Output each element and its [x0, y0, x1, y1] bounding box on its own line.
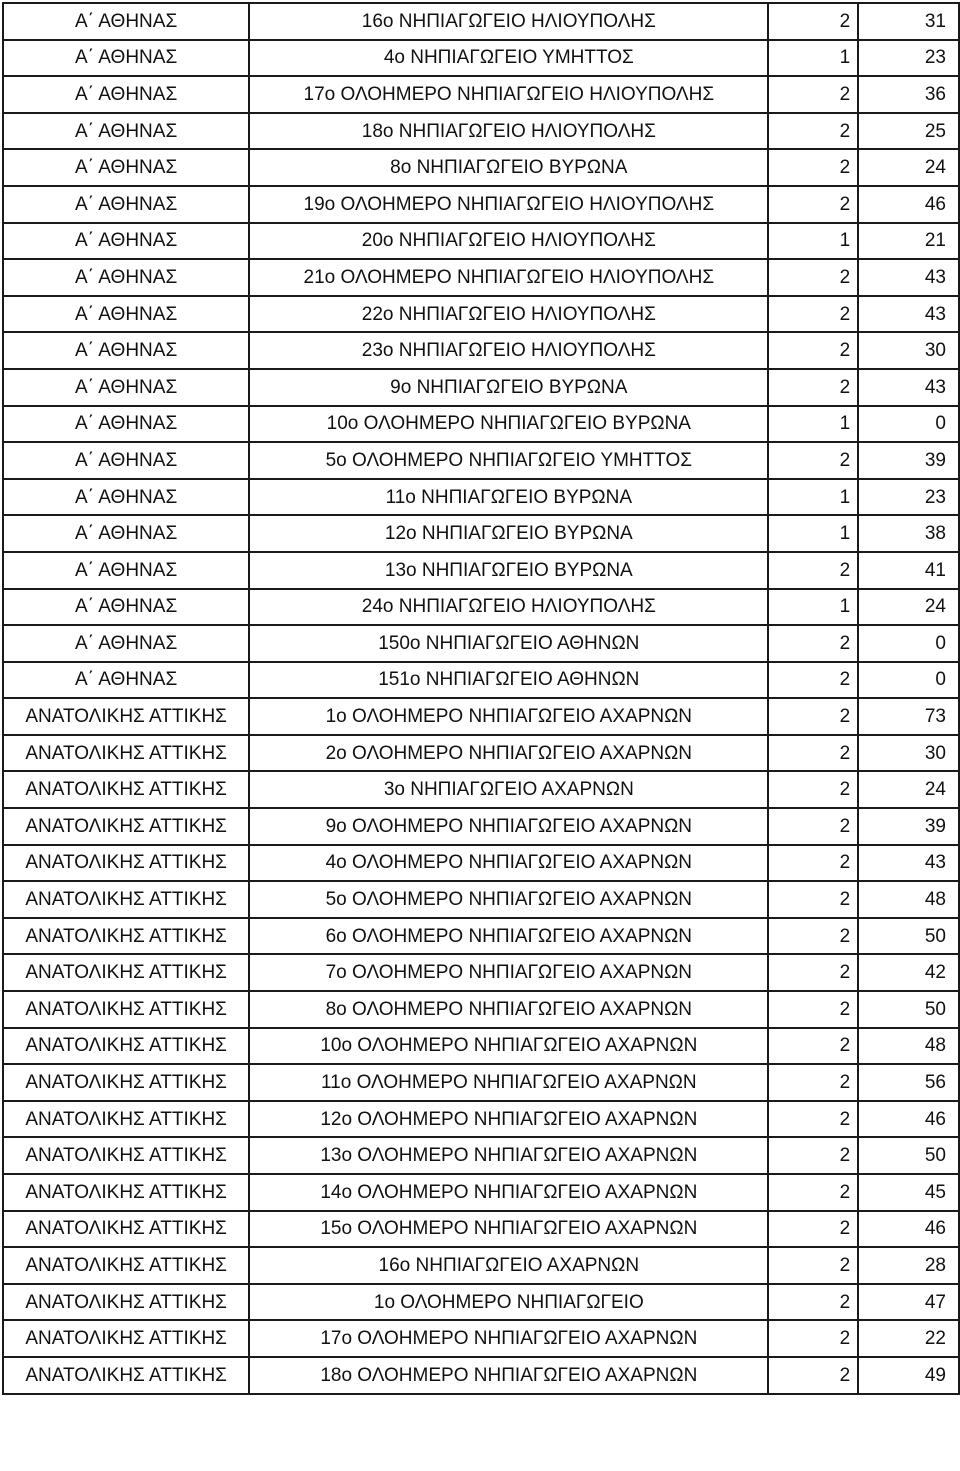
school-name-cell: 4ο ΝΗΠΙΑΓΩΓΕΙΟ ΥΜΗΤΤΟΣ — [249, 40, 768, 77]
region-cell: Α΄ ΑΘΗΝΑΣ — [3, 149, 249, 186]
classes-count-cell: 2 — [768, 1247, 858, 1284]
classes-count-cell: 2 — [768, 1357, 858, 1394]
pupils-count-cell: 46 — [858, 1211, 959, 1248]
region-cell: ΑΝΑΤΟΛΙΚΗΣ ΑΤΤΙΚΗΣ — [3, 1137, 249, 1174]
school-name-cell: 15ο ΟΛΟΗΜΕΡΟ ΝΗΠΙΑΓΩΓΕΙΟ ΑΧΑΡΝΩΝ — [249, 1211, 768, 1248]
table-row — [3, 662, 959, 699]
table-row — [3, 1064, 959, 1101]
school-name-cell: 17ο ΟΛΟΗΜΕΡΟ ΝΗΠΙΑΓΩΓΕΙΟ ΑΧΑΡΝΩΝ — [249, 1320, 768, 1357]
region-cell: Α΄ ΑΘΗΝΑΣ — [3, 186, 249, 223]
pupils-count-cell: 0 — [858, 662, 959, 699]
pupils-count-cell: 39 — [858, 442, 959, 479]
table-row — [3, 76, 959, 113]
pupils-count-cell: 73 — [858, 698, 959, 735]
table-row — [3, 186, 959, 223]
classes-count-cell: 2 — [768, 442, 858, 479]
pupils-count-cell: 23 — [858, 479, 959, 516]
classes-count-cell: 2 — [768, 149, 858, 186]
region-cell: Α΄ ΑΘΗΝΑΣ — [3, 625, 249, 662]
school-name-cell: 22ο ΝΗΠΙΑΓΩΓΕΙΟ ΗΛΙΟΥΠΟΛΗΣ — [249, 296, 768, 333]
region-cell: Α΄ ΑΘΗΝΑΣ — [3, 40, 249, 77]
table-row — [3, 589, 959, 626]
school-name-cell: 18ο ΟΛΟΗΜΕΡΟ ΝΗΠΙΑΓΩΓΕΙΟ ΑΧΑΡΝΩΝ — [249, 1357, 768, 1394]
table-row — [3, 881, 959, 918]
classes-count-cell: 2 — [768, 369, 858, 406]
classes-count-cell: 2 — [768, 1137, 858, 1174]
school-name-cell: 12ο ΟΛΟΗΜΕΡΟ ΝΗΠΙΑΓΩΓΕΙΟ ΑΧΑΡΝΩΝ — [249, 1101, 768, 1138]
pupils-count-cell: 48 — [858, 1028, 959, 1065]
table-row — [3, 552, 959, 589]
school-name-cell: 11ο ΟΛΟΗΜΕΡΟ ΝΗΠΙΑΓΩΓΕΙΟ ΑΧΑΡΝΩΝ — [249, 1064, 768, 1101]
school-name-cell: 3ο ΝΗΠΙΑΓΩΓΕΙΟ ΑΧΑΡΝΩΝ — [249, 771, 768, 808]
classes-count-cell: 2 — [768, 771, 858, 808]
pupils-count-cell: 28 — [858, 1247, 959, 1284]
region-cell: Α΄ ΑΘΗΝΑΣ — [3, 406, 249, 443]
school-name-cell: 10ο ΟΛΟΗΜΕΡΟ ΝΗΠΙΑΓΩΓΕΙΟ ΒΥΡΩΝΑ — [249, 406, 768, 443]
pupils-count-cell: 45 — [858, 1174, 959, 1211]
classes-count-cell: 2 — [768, 1284, 858, 1321]
classes-count-cell: 1 — [768, 589, 858, 626]
table-row — [3, 698, 959, 735]
region-cell: Α΄ ΑΘΗΝΑΣ — [3, 223, 249, 260]
region-cell: Α΄ ΑΘΗΝΑΣ — [3, 296, 249, 333]
school-name-cell: 150ο ΝΗΠΙΑΓΩΓΕΙΟ ΑΘΗΝΩΝ — [249, 625, 768, 662]
school-name-cell: 7ο ΟΛΟΗΜΕΡΟ ΝΗΠΙΑΓΩΓΕΙΟ ΑΧΑΡΝΩΝ — [249, 954, 768, 991]
pupils-count-cell: 46 — [858, 1101, 959, 1138]
classes-count-cell: 2 — [768, 808, 858, 845]
region-cell: Α΄ ΑΘΗΝΑΣ — [3, 369, 249, 406]
table-row — [3, 515, 959, 552]
region-cell: ΑΝΑΤΟΛΙΚΗΣ ΑΤΤΙΚΗΣ — [3, 1028, 249, 1065]
classes-count-cell: 2 — [768, 296, 858, 333]
classes-count-cell: 1 — [768, 40, 858, 77]
school-name-cell: 5ο ΟΛΟΗΜΕΡΟ ΝΗΠΙΑΓΩΓΕΙΟ ΑΧΑΡΝΩΝ — [249, 881, 768, 918]
school-name-cell: 16ο ΝΗΠΙΑΓΩΓΕΙΟ ΑΧΑΡΝΩΝ — [249, 1247, 768, 1284]
region-cell: Α΄ ΑΘΗΝΑΣ — [3, 589, 249, 626]
school-name-cell: 8ο ΟΛΟΗΜΕΡΟ ΝΗΠΙΑΓΩΓΕΙΟ ΑΧΑΡΝΩΝ — [249, 991, 768, 1028]
table-row — [3, 149, 959, 186]
table-row — [3, 1320, 959, 1357]
region-cell: ΑΝΑΤΟΛΙΚΗΣ ΑΤΤΙΚΗΣ — [3, 1247, 249, 1284]
table-row — [3, 1357, 959, 1394]
school-name-cell: 16ο ΝΗΠΙΑΓΩΓΕΙΟ ΗΛΙΟΥΠΟΛΗΣ — [249, 3, 768, 40]
pupils-count-cell: 50 — [858, 1137, 959, 1174]
region-cell: ΑΝΑΤΟΛΙΚΗΣ ΑΤΤΙΚΗΣ — [3, 698, 249, 735]
table-row — [3, 3, 959, 40]
table-row — [3, 1174, 959, 1211]
pupils-count-cell: 50 — [858, 991, 959, 1028]
school-name-cell: 24ο ΝΗΠΙΑΓΩΓΕΙΟ ΗΛΙΟΥΠΟΛΗΣ — [249, 589, 768, 626]
pupils-count-cell: 49 — [858, 1357, 959, 1394]
region-cell: ΑΝΑΤΟΛΙΚΗΣ ΑΤΤΙΚΗΣ — [3, 1357, 249, 1394]
school-name-cell: 6ο ΟΛΟΗΜΕΡΟ ΝΗΠΙΑΓΩΓΕΙΟ ΑΧΑΡΝΩΝ — [249, 918, 768, 955]
table-row — [3, 625, 959, 662]
pupils-count-cell: 56 — [858, 1064, 959, 1101]
classes-count-cell: 2 — [768, 1174, 858, 1211]
table-row — [3, 1247, 959, 1284]
region-cell: Α΄ ΑΘΗΝΑΣ — [3, 662, 249, 699]
school-name-cell: 1ο ΟΛΟΗΜΕΡΟ ΝΗΠΙΑΓΩΓΕΙΟ ΑΧΑΡΝΩΝ — [249, 698, 768, 735]
table-row — [3, 369, 959, 406]
school-name-cell: 2ο ΟΛΟΗΜΕΡΟ ΝΗΠΙΑΓΩΓΕΙΟ ΑΧΑΡΝΩΝ — [249, 735, 768, 772]
region-cell: ΑΝΑΤΟΛΙΚΗΣ ΑΤΤΙΚΗΣ — [3, 954, 249, 991]
table-row — [3, 40, 959, 77]
pupils-count-cell: 22 — [858, 1320, 959, 1357]
school-name-cell: 21ο ΟΛΟΗΜΕΡΟ ΝΗΠΙΑΓΩΓΕΙΟ ΗΛΙΟΥΠΟΛΗΣ — [249, 259, 768, 296]
table-row — [3, 771, 959, 808]
school-name-cell: 12ο ΝΗΠΙΑΓΩΓΕΙΟ ΒΥΡΩΝΑ — [249, 515, 768, 552]
classes-count-cell: 2 — [768, 698, 858, 735]
pupils-count-cell: 0 — [858, 406, 959, 443]
pupils-count-cell: 24 — [858, 149, 959, 186]
pupils-count-cell: 38 — [858, 515, 959, 552]
classes-count-cell: 2 — [768, 881, 858, 918]
table-row — [3, 1101, 959, 1138]
classes-count-cell: 2 — [768, 845, 858, 882]
school-name-cell: 17ο ΟΛΟΗΜΕΡΟ ΝΗΠΙΑΓΩΓΕΙΟ ΗΛΙΟΥΠΟΛΗΣ — [249, 76, 768, 113]
pupils-count-cell: 25 — [858, 113, 959, 150]
region-cell: Α΄ ΑΘΗΝΑΣ — [3, 515, 249, 552]
region-cell: ΑΝΑΤΟΛΙΚΗΣ ΑΤΤΙΚΗΣ — [3, 845, 249, 882]
pupils-count-cell: 41 — [858, 552, 959, 589]
classes-count-cell: 2 — [768, 3, 858, 40]
table-row — [3, 296, 959, 333]
pupils-count-cell: 21 — [858, 223, 959, 260]
pupils-count-cell: 46 — [858, 186, 959, 223]
pupils-count-cell: 30 — [858, 735, 959, 772]
classes-count-cell: 2 — [768, 991, 858, 1028]
classes-count-cell: 2 — [768, 735, 858, 772]
pupils-count-cell: 43 — [858, 845, 959, 882]
schools-table — [2, 2, 960, 1395]
pupils-count-cell: 43 — [858, 259, 959, 296]
pupils-count-cell: 0 — [858, 625, 959, 662]
table-row — [3, 479, 959, 516]
school-name-cell: 11ο ΝΗΠΙΑΓΩΓΕΙΟ ΒΥΡΩΝΑ — [249, 479, 768, 516]
region-cell: Α΄ ΑΘΗΝΑΣ — [3, 332, 249, 369]
classes-count-cell: 1 — [768, 406, 858, 443]
classes-count-cell: 2 — [768, 186, 858, 223]
school-name-cell: 9ο ΟΛΟΗΜΕΡΟ ΝΗΠΙΑΓΩΓΕΙΟ ΑΧΑΡΝΩΝ — [249, 808, 768, 845]
region-cell: ΑΝΑΤΟΛΙΚΗΣ ΑΤΤΙΚΗΣ — [3, 1064, 249, 1101]
classes-count-cell: 2 — [768, 332, 858, 369]
region-cell: Α΄ ΑΘΗΝΑΣ — [3, 442, 249, 479]
table-row — [3, 259, 959, 296]
table-row — [3, 332, 959, 369]
table-row — [3, 808, 959, 845]
school-name-cell: 14ο ΟΛΟΗΜΕΡΟ ΝΗΠΙΑΓΩΓΕΙΟ ΑΧΑΡΝΩΝ — [249, 1174, 768, 1211]
classes-count-cell: 2 — [768, 1064, 858, 1101]
classes-count-cell: 2 — [768, 1101, 858, 1138]
table-row — [3, 223, 959, 260]
pupils-count-cell: 39 — [858, 808, 959, 845]
region-cell: ΑΝΑΤΟΛΙΚΗΣ ΑΤΤΙΚΗΣ — [3, 991, 249, 1028]
table-row — [3, 918, 959, 955]
table-row — [3, 1028, 959, 1065]
table-row — [3, 1137, 959, 1174]
school-name-cell: 5ο ΟΛΟΗΜΕΡΟ ΝΗΠΙΑΓΩΓΕΙΟ ΥΜΗΤΤΟΣ — [249, 442, 768, 479]
school-name-cell: 10ο ΟΛΟΗΜΕΡΟ ΝΗΠΙΑΓΩΓΕΙΟ ΑΧΑΡΝΩΝ — [249, 1028, 768, 1065]
table-row — [3, 735, 959, 772]
region-cell: ΑΝΑΤΟΛΙΚΗΣ ΑΤΤΙΚΗΣ — [3, 735, 249, 772]
classes-count-cell: 1 — [768, 479, 858, 516]
region-cell: ΑΝΑΤΟΛΙΚΗΣ ΑΤΤΙΚΗΣ — [3, 1174, 249, 1211]
pupils-count-cell: 50 — [858, 918, 959, 955]
schools-table-body — [3, 3, 959, 1394]
region-cell: Α΄ ΑΘΗΝΑΣ — [3, 259, 249, 296]
pupils-count-cell: 43 — [858, 369, 959, 406]
school-name-cell: 20ο ΝΗΠΙΑΓΩΓΕΙΟ ΗΛΙΟΥΠΟΛΗΣ — [249, 223, 768, 260]
pupils-count-cell: 24 — [858, 771, 959, 808]
classes-count-cell: 2 — [768, 918, 858, 955]
school-name-cell: 23ο ΝΗΠΙΑΓΩΓΕΙΟ ΗΛΙΟΥΠΟΛΗΣ — [249, 332, 768, 369]
region-cell: ΑΝΑΤΟΛΙΚΗΣ ΑΤΤΙΚΗΣ — [3, 1211, 249, 1248]
pupils-count-cell: 30 — [858, 332, 959, 369]
table-row — [3, 1211, 959, 1248]
table-row — [3, 954, 959, 991]
region-cell: Α΄ ΑΘΗΝΑΣ — [3, 3, 249, 40]
school-name-cell: 18ο ΝΗΠΙΑΓΩΓΕΙΟ ΗΛΙΟΥΠΟΛΗΣ — [249, 113, 768, 150]
table-row — [3, 991, 959, 1028]
school-name-cell: 8ο ΝΗΠΙΑΓΩΓΕΙΟ ΒΥΡΩΝΑ — [249, 149, 768, 186]
school-name-cell: 4ο ΟΛΟΗΜΕΡΟ ΝΗΠΙΑΓΩΓΕΙΟ ΑΧΑΡΝΩΝ — [249, 845, 768, 882]
region-cell: ΑΝΑΤΟΛΙΚΗΣ ΑΤΤΙΚΗΣ — [3, 771, 249, 808]
pupils-count-cell: 31 — [858, 3, 959, 40]
classes-count-cell: 1 — [768, 223, 858, 260]
pupils-count-cell: 23 — [858, 40, 959, 77]
region-cell: ΑΝΑΤΟΛΙΚΗΣ ΑΤΤΙΚΗΣ — [3, 1101, 249, 1138]
classes-count-cell: 2 — [768, 625, 858, 662]
table-row — [3, 1284, 959, 1321]
table-row — [3, 406, 959, 443]
school-name-cell: 9ο ΝΗΠΙΑΓΩΓΕΙΟ ΒΥΡΩΝΑ — [249, 369, 768, 406]
region-cell: ΑΝΑΤΟΛΙΚΗΣ ΑΤΤΙΚΗΣ — [3, 1320, 249, 1357]
classes-count-cell: 2 — [768, 76, 858, 113]
region-cell: Α΄ ΑΘΗΝΑΣ — [3, 552, 249, 589]
classes-count-cell: 2 — [768, 1320, 858, 1357]
region-cell: ΑΝΑΤΟΛΙΚΗΣ ΑΤΤΙΚΗΣ — [3, 918, 249, 955]
school-name-cell: 13ο ΟΛΟΗΜΕΡΟ ΝΗΠΙΑΓΩΓΕΙΟ ΑΧΑΡΝΩΝ — [249, 1137, 768, 1174]
region-cell: ΑΝΑΤΟΛΙΚΗΣ ΑΤΤΙΚΗΣ — [3, 1284, 249, 1321]
region-cell: ΑΝΑΤΟΛΙΚΗΣ ΑΤΤΙΚΗΣ — [3, 881, 249, 918]
classes-count-cell: 1 — [768, 515, 858, 552]
classes-count-cell: 2 — [768, 113, 858, 150]
region-cell: Α΄ ΑΘΗΝΑΣ — [3, 113, 249, 150]
classes-count-cell: 2 — [768, 259, 858, 296]
school-name-cell: 13ο ΝΗΠΙΑΓΩΓΕΙΟ ΒΥΡΩΝΑ — [249, 552, 768, 589]
pupils-count-cell: 42 — [858, 954, 959, 991]
pupils-count-cell: 48 — [858, 881, 959, 918]
region-cell: Α΄ ΑΘΗΝΑΣ — [3, 76, 249, 113]
school-name-cell: 151ο ΝΗΠΙΑΓΩΓΕΙΟ ΑΘΗΝΩΝ — [249, 662, 768, 699]
table-row — [3, 845, 959, 882]
school-name-cell: 19ο ΟΛΟΗΜΕΡΟ ΝΗΠΙΑΓΩΓΕΙΟ ΗΛΙΟΥΠΟΛΗΣ — [249, 186, 768, 223]
region-cell: ΑΝΑΤΟΛΙΚΗΣ ΑΤΤΙΚΗΣ — [3, 808, 249, 845]
classes-count-cell: 2 — [768, 552, 858, 589]
classes-count-cell: 2 — [768, 954, 858, 991]
pupils-count-cell: 24 — [858, 589, 959, 626]
region-cell: Α΄ ΑΘΗΝΑΣ — [3, 479, 249, 516]
classes-count-cell: 2 — [768, 1028, 858, 1065]
table-row — [3, 442, 959, 479]
pupils-count-cell: 43 — [858, 296, 959, 333]
table-row — [3, 113, 959, 150]
classes-count-cell: 2 — [768, 1211, 858, 1248]
pupils-count-cell: 36 — [858, 76, 959, 113]
classes-count-cell: 2 — [768, 662, 858, 699]
school-name-cell: 1ο ΟΛΟΗΜΕΡΟ ΝΗΠΙΑΓΩΓΕΙΟ — [249, 1284, 768, 1321]
pupils-count-cell: 47 — [858, 1284, 959, 1321]
